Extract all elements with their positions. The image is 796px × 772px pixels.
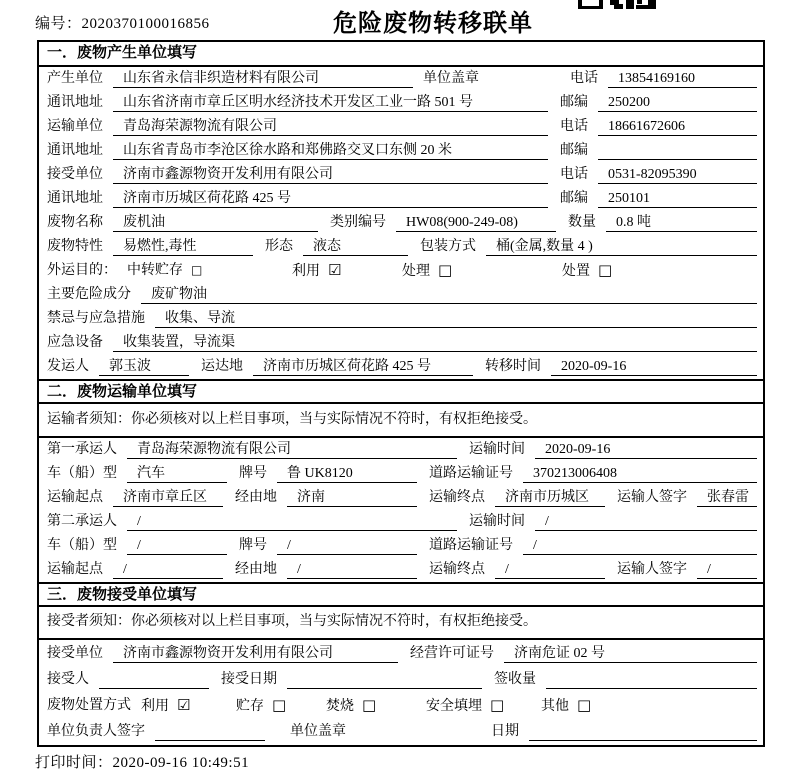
field-label: 单位负责人签字 — [47, 724, 145, 739]
serial-label: 编号： — [35, 16, 82, 32]
field-label: 邮编 — [560, 143, 588, 158]
field-value: 山东省济南市章丘区明水经济技术开发区工业一路 501 号 — [113, 93, 548, 112]
field-value: 张春雷 — [697, 488, 757, 507]
field-label: 第一承运人 — [47, 442, 117, 457]
field-label: 道路运输证号 — [429, 538, 513, 553]
field-value: / — [277, 536, 417, 555]
form-row — [39, 558, 763, 582]
field-value: 济南 — [287, 488, 417, 507]
form-row — [39, 235, 763, 259]
field-value: 18661672606 — [598, 117, 757, 136]
field-value: 370213006408 — [523, 464, 757, 483]
field-label: 包装方式 — [420, 239, 476, 254]
field-value: 250101 — [598, 189, 757, 208]
serial-value: 2020370100016856 — [81, 16, 210, 32]
print-time-value: 2020-09-16 10:49:51 — [112, 755, 250, 771]
field-value: 桶(金属,数量 4 ) — [486, 237, 757, 256]
field-value: 济南市历城区 — [495, 488, 605, 507]
checkbox-field — [236, 696, 326, 715]
field-value — [287, 670, 482, 689]
field-label: 运输人签字 — [617, 490, 687, 505]
field-value: 易燃性,毒性 — [113, 237, 253, 256]
field-value: 山东省永信非织造材料有限公司 — [113, 69, 413, 88]
field-label: 运输时间 — [469, 442, 525, 457]
field-value: / — [127, 536, 227, 555]
field-value: 收集装置，导流渠 — [113, 333, 757, 352]
form-row — [39, 163, 763, 187]
checkbox-unchecked-icon: □ — [438, 261, 453, 279]
field-label: 废物处置方式 — [47, 698, 131, 713]
field-value — [529, 722, 757, 741]
form-row — [39, 211, 763, 235]
field-label: 形态 — [265, 239, 293, 254]
form-row — [39, 486, 763, 510]
field-label: 车（船）型 — [47, 538, 117, 553]
field-value — [546, 670, 757, 689]
field-label: 通讯地址 — [47, 191, 103, 206]
section-receiver — [39, 582, 763, 744]
section-note: 运输者须知：你必须核对以上栏目事项，当与实际情况不符时，有权拒绝接受。 — [39, 404, 763, 438]
field-label: 通讯地址 — [47, 95, 103, 110]
field-label: 单位盖章 — [290, 724, 346, 739]
field-label: 应急设备 — [47, 335, 103, 350]
form-row — [39, 438, 763, 462]
field-label: 电话 — [560, 167, 588, 182]
form-row — [39, 331, 763, 355]
field-value: 济南市章丘区 — [113, 488, 223, 507]
checkbox-label: 利用 — [292, 264, 320, 279]
checkbox-label: 贮存 — [236, 699, 264, 714]
field-value: / — [697, 560, 757, 579]
form-row — [39, 718, 763, 744]
section-note: 接受者须知：你必须核对以上栏目事项，当与实际情况不符时，有权拒绝接受。 — [39, 607, 763, 640]
form-row — [39, 139, 763, 163]
field-value: 0531-82095390 — [598, 165, 757, 184]
field-label: 第二承运人 — [47, 514, 117, 529]
checkbox-unchecked-icon: □ — [191, 263, 203, 277]
field-label: 经由地 — [235, 562, 277, 577]
checkbox-label: 焚烧 — [326, 699, 354, 714]
checkbox-field — [562, 261, 612, 280]
form-row — [39, 67, 763, 91]
checkbox-unchecked-icon: □ — [362, 696, 377, 714]
form-row — [39, 91, 763, 115]
field-label: 电话 — [560, 119, 588, 134]
field-label: 运达地 — [201, 359, 243, 374]
checkbox-field — [426, 696, 541, 715]
form-row — [39, 355, 763, 379]
field-label: 接受日期 — [221, 672, 277, 687]
static-text: 单位盖章 — [423, 71, 479, 86]
field-label: 运输人签字 — [617, 562, 687, 577]
section-transporter — [39, 379, 763, 582]
field-label: 牌号 — [239, 538, 267, 553]
field-value: / — [113, 560, 223, 579]
form-row — [39, 187, 763, 211]
field-value: 济南市历城区荷花路 425 号 — [113, 189, 548, 208]
field-label: 转移时间 — [485, 359, 541, 374]
checkbox-field — [326, 696, 426, 715]
checkbox-checked-icon: ☑ — [328, 261, 342, 279]
field-value: / — [523, 536, 757, 555]
form-row — [39, 307, 763, 331]
section-heading-generator: 一．废物产生单位填写 — [39, 42, 763, 67]
field-label: 经营许可证号 — [410, 646, 494, 661]
field-value: 13854169160 — [608, 69, 757, 88]
field-label: 类别编号 — [330, 215, 386, 230]
form-row — [39, 692, 763, 718]
field-value — [155, 722, 265, 741]
field-label: 通讯地址 — [47, 143, 103, 158]
checkbox-label: 其他 — [541, 699, 569, 714]
checkbox-label: 中转贮存 — [127, 263, 183, 278]
field-value: 青岛海荣源物流有限公司 — [113, 117, 548, 136]
field-label: 邮编 — [560, 95, 588, 110]
checkbox-label: 处置 — [562, 264, 590, 279]
field-value: 济南市鑫源物资开发利用有限公司 — [113, 165, 548, 184]
field-label: 运输终点 — [429, 490, 485, 505]
checkbox-field — [292, 261, 402, 280]
field-label: 运输单位 — [47, 119, 103, 134]
form-row — [39, 534, 763, 558]
page-title: 危险废物转移联单 — [333, 10, 533, 37]
form-row — [39, 115, 763, 139]
section-generator — [39, 42, 763, 379]
field-label: 接受人 — [47, 672, 89, 687]
field-label: 道路运输证号 — [429, 466, 513, 481]
field-label: 牌号 — [239, 466, 267, 481]
field-label: 车（船）型 — [47, 466, 117, 481]
field-label: 经由地 — [235, 490, 277, 505]
field-label: 运输起点 — [47, 490, 103, 505]
field-label: 日期 — [491, 724, 519, 739]
field-value: 济南市历城区荷花路 425 号 — [253, 357, 473, 376]
field-value: 废机油 — [113, 213, 318, 232]
field-label: 外运目的： — [47, 263, 117, 278]
field-value: 汽车 — [127, 464, 227, 483]
field-value: / — [127, 512, 457, 531]
field-label: 主要危险成分 — [47, 287, 131, 302]
field-value: 2020-09-16 — [535, 440, 757, 459]
checkbox-field — [127, 261, 292, 280]
form-row — [39, 259, 763, 283]
checkbox-label: 利用 — [141, 699, 169, 714]
section-heading-receiver: 三．废物接受单位填写 — [39, 582, 763, 607]
field-value: HW08(900-249-08) — [396, 213, 556, 232]
form-row — [39, 640, 763, 666]
field-value: 250200 — [598, 93, 757, 112]
field-label: 运输起点 — [47, 562, 103, 577]
field-label: 接受单位 — [47, 646, 103, 661]
field-value: / — [287, 560, 417, 579]
checkbox-unchecked-icon: □ — [577, 696, 592, 714]
checkbox-unchecked-icon: □ — [490, 696, 505, 714]
checkbox-field — [541, 696, 591, 715]
field-label: 运输时间 — [469, 514, 525, 529]
field-value: 收集、导流 — [155, 309, 757, 328]
field-value: 鲁 UK8120 — [277, 464, 417, 483]
field-value: 2020-09-16 — [551, 357, 757, 376]
field-value: 0.8 吨 — [606, 213, 757, 232]
field-label: 发运人 — [47, 359, 89, 374]
field-value: 液态 — [303, 237, 408, 256]
field-label: 签收量 — [494, 672, 536, 687]
checkbox-unchecked-icon: □ — [598, 261, 613, 279]
checkbox-field — [141, 696, 236, 715]
checkbox-unchecked-icon: □ — [272, 696, 287, 714]
field-label: 接受单位 — [47, 167, 103, 182]
checkbox-label: 处理 — [402, 264, 430, 279]
field-value — [99, 670, 209, 689]
field-value: 山东省青岛市李沧区徐水路和郑佛路交叉口东侧 20 米 — [113, 141, 548, 160]
field-value: 济南危证 02 号 — [504, 644, 757, 663]
field-value: 青岛海荣源物流有限公司 — [127, 440, 457, 459]
form-row — [39, 283, 763, 307]
field-value: 济南市鑫源物资开发利用有限公司 — [113, 644, 398, 663]
field-label: 运输终点 — [429, 562, 485, 577]
checkbox-checked-icon: ☑ — [177, 696, 191, 714]
field-value: 废矿物油 — [141, 285, 757, 304]
form-row — [39, 510, 763, 534]
field-value: 郭玉波 — [99, 357, 189, 376]
qr-code-fragment — [578, 0, 656, 9]
field-label: 废物特性 — [47, 239, 103, 254]
checkbox-label: 安全填埋 — [426, 699, 482, 714]
field-label: 产生单位 — [47, 71, 103, 86]
field-label: 废物名称 — [47, 215, 103, 230]
form-row — [39, 462, 763, 486]
field-label: 数量 — [568, 215, 596, 230]
print-time-label: 打印时间： — [35, 755, 113, 771]
field-label: 禁忌与应急措施 — [47, 311, 145, 326]
form-row — [39, 666, 763, 692]
field-value: / — [535, 512, 757, 531]
serial-number-line — [35, 12, 210, 33]
field-value — [598, 141, 757, 160]
field-label: 电话 — [570, 71, 598, 86]
field-value: / — [495, 560, 605, 579]
field-label: 邮编 — [560, 191, 588, 206]
checkbox-field — [402, 261, 562, 280]
form-table — [37, 40, 765, 747]
section-heading-transporter: 二．废物运输单位填写 — [39, 379, 763, 404]
print-time-line — [35, 751, 249, 772]
